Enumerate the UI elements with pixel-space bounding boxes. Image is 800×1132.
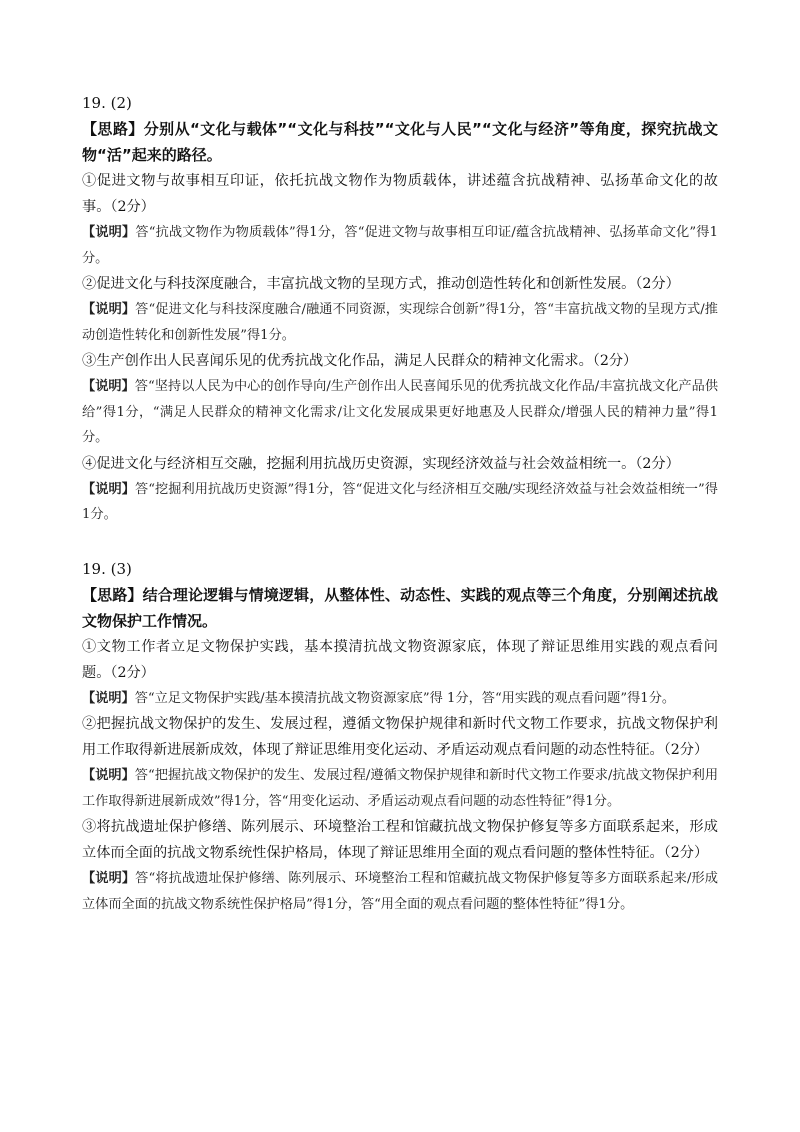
section-19-3 xyxy=(82,558,718,918)
note-text: 答“挖掘利用抗战历史资源”得1分，答“促进文化与经济相互交融/实现经济效益与社会效益相统一”得1分。 xyxy=(82,481,718,522)
note-text: 答“促进文化与科技深度融合/融通不同资源，实现综合创新”得1分，答“丰富抗战文物的呈现方式/推动创造性转化和创新性发展”得1分。 xyxy=(82,302,718,343)
note-text: 答“把握抗战文物保护的发生、发展过程/遵循文物保护规律和新时代文物工作要求/抗战文物保护利用工作取得新进展新成效”得1分，答“用变化运动、矛盾运动观点看问题的动态性特征”得1分。 xyxy=(82,768,718,809)
scoring-note xyxy=(82,866,718,917)
note-text: 答“坚持以人民为中心的创作导向/生产创作出人民喜闻乐见的优秀抗战文化作品/丰富抗战文化产品供给”得1分，“满足人民群众的精神文化需求/让文化发展成果更好地惠及人民群众/增强人民的精神力量”得1分。 xyxy=(82,379,718,445)
answer-point: ①文物工作者立足文物保护实践，基本摸清抗战文物资源家底，体现了辩证思维用实践的观点看问题。（2分） xyxy=(82,638,718,681)
section-19-2 xyxy=(82,92,718,528)
scoring-note xyxy=(82,477,718,528)
silu-text: 结合理论逻辑与情境逻辑，从整体性、动态性、实践的观点等三个角度，分别阐述抗战文物保护工作情况。 xyxy=(82,585,718,630)
note-tag: 【说明】 xyxy=(82,225,136,240)
note-tag: 【说明】 xyxy=(82,768,135,783)
note-text: 答“将抗战遗址保护修缮、陈列展示、环境整治工程和馆藏抗战文物保护修复等多方面联系起来/形成立体而全面的抗战文物系统性保护格局”得1分，答“用全面的观点看问题的整体性特征”得1分。 xyxy=(82,871,718,912)
silu-tag: 【思路】 xyxy=(82,585,143,604)
answer-point: ③生产创作出人民喜闻乐见的优秀抗战文化作品，满足人民群众的精神文化需求。（2分） xyxy=(82,353,638,369)
silu-paragraph xyxy=(82,582,718,634)
note-tag: 【说明】 xyxy=(82,379,135,394)
question-number: 19. (2) xyxy=(82,94,132,112)
answer-document xyxy=(82,92,718,947)
answer-point: ③将抗战遗址保护修缮、陈列展示、环境整治工程和馆藏抗战文物保护修复等多方面联系起来，形成立体而全面的抗战文物系统性保护格局，体现了辩证思维用全面的观点看问题的整体性特征。（2分） xyxy=(82,819,718,861)
scoring-note xyxy=(82,374,718,451)
silu-text: 分别从“文化与载体”“文化与科技”“文化与人民”“文化与经济”等角度，探究抗战文物“活”起来的路径。 xyxy=(82,120,718,164)
note-tag: 【说明】 xyxy=(82,871,136,886)
answer-point: ①促进文物与故事相互印证，依托抗战文物作为物质载体，讲述蕴含抗战精神、弘扬革命文化的故事。（2分） xyxy=(82,173,718,215)
scoring-note xyxy=(82,763,718,814)
note-text: 答“立足文物保护实践/基本摸清抗战文物资源家底”得 1分，答“用实践的观点看问题”得1分。 xyxy=(134,690,676,706)
note-tag: 【说明】 xyxy=(82,690,135,706)
note-tag: 【说明】 xyxy=(82,481,135,497)
question-number: 19. (3) xyxy=(82,559,132,578)
answer-point: ②促进文化与科技深度融合，丰富抗战文物的呈现方式，推动创造性转化和创新性发展。（2分） xyxy=(82,276,680,292)
answer-point: ④促进文化与经济相互交融，挖掘利用抗战历史资源，实现经济效益与社会效益相统一。（2分） xyxy=(82,455,680,472)
scoring-note xyxy=(82,686,718,712)
note-tag: 【说明】 xyxy=(82,302,136,317)
answer-point: ②把握抗战文物保护的发生、发展过程，遵循文物保护规律和新时代文物工作要求，抗战文物保护利用工作取得新进展新成效，体现了辩证思维用变化运动、矛盾运动观点看问题的动态性特征。（2分） xyxy=(82,716,718,758)
silu-paragraph xyxy=(82,116,718,168)
note-text: 答“抗战文物作为物质载体”得1分，答“促进文物与故事相互印证/蕴含抗战精神、弘扬革命文化”得1分。 xyxy=(82,225,719,266)
scoring-note xyxy=(82,297,718,348)
silu-tag: 【思路】 xyxy=(82,120,144,138)
scoring-note xyxy=(82,220,718,271)
